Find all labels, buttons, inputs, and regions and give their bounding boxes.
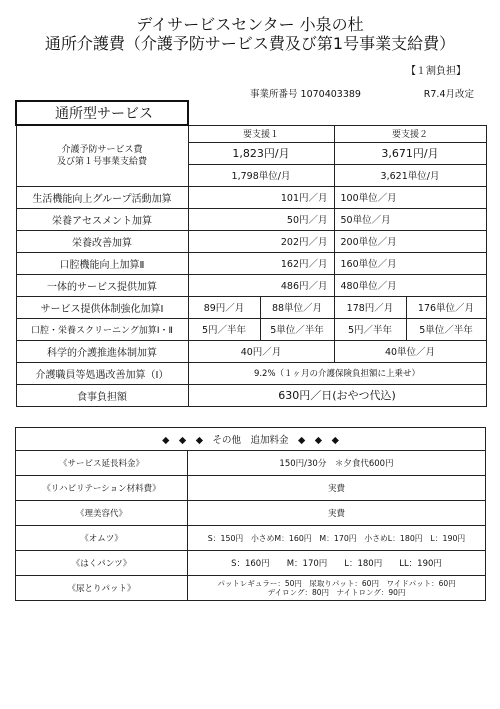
row-yen: 101円／月 [188, 186, 334, 208]
table-row [16, 476, 486, 501]
cell: 178円／月 [334, 296, 406, 318]
table-row [16, 186, 486, 208]
table-row [16, 252, 486, 274]
row-label: 一体的サービス提供加算 [16, 274, 188, 296]
table-row [16, 296, 486, 318]
row-label: サービス提供体制強化加算Ⅰ [16, 296, 188, 318]
row-label: 《オムツ》 [16, 526, 188, 551]
extra-fee-table [15, 427, 486, 601]
row-label: 《はくパンツ》 [16, 551, 188, 576]
cell: S：160円 M：170円 L：180円 LL：190円 [188, 551, 486, 576]
table-row [16, 230, 486, 252]
row-units: 200単位／月 [334, 230, 486, 252]
table-row [16, 340, 486, 362]
category-label-line1: 介護予防サービス費 及び第１号事業支給費 [56, 144, 147, 167]
col-support1: 要支援１ [188, 125, 334, 142]
pad-line1: パットレギュラー：50円 尿取りパット：60円 ワイドパット：60円 [217, 579, 456, 588]
table-row [16, 274, 486, 296]
row-label: 口腔・栄養スクリーニング加算Ⅰ・Ⅱ [16, 318, 188, 340]
row-yen: 486円／月 [188, 274, 334, 296]
row-label: 口腔機能向上加算Ⅱ [16, 252, 188, 274]
cell: 5円／半年 [188, 318, 260, 340]
facility-title: デイサービスセンター 小泉の杜 [136, 15, 364, 34]
table-row [16, 208, 486, 230]
fee2-units: 3,621単位/月 [334, 164, 486, 186]
cell: 176単位／月 [406, 296, 486, 318]
table-row [16, 384, 486, 406]
section-title: 通所型サービス [16, 101, 188, 125]
table-row [16, 501, 486, 526]
table-row [16, 362, 486, 384]
revision-label: R7.4月改定 [423, 89, 474, 100]
burden-label: 【１割負担】 [406, 66, 466, 77]
row-label: 栄養アセスメント加算 [16, 208, 188, 230]
row-label: 栄養改善加算 [16, 230, 188, 252]
row-yen: 202円／月 [188, 230, 334, 252]
pad-line2: デイロング：80円 ナイトロング：90円 [267, 588, 406, 597]
row-label: 食事負担額 [16, 384, 188, 406]
table-row [16, 318, 486, 340]
cell: 5単位／半年 [260, 318, 334, 340]
cell: 40円／月 [188, 340, 334, 362]
fee1-yen: 1,823円/月 [188, 142, 334, 164]
cell: 実費 [188, 476, 486, 501]
row-yen: 50円／月 [188, 208, 334, 230]
row-units: 100単位／月 [334, 186, 486, 208]
cell: S：150円 小さめM：160円 M：170円 小さめL：180円 L：190円 [188, 526, 486, 551]
cell: 9.2%（１ヶ月の介護保険負担額に上乗せ） [188, 362, 486, 384]
row-yen: 162円／月 [188, 252, 334, 274]
table-row [16, 526, 486, 551]
cell: 5単位／半年 [406, 318, 486, 340]
category-label [16, 125, 188, 186]
cell: 実費 [188, 501, 486, 526]
row-label: 《リハビリテーション材料費》 [16, 476, 188, 501]
row-units: 50単位／月 [334, 208, 486, 230]
row-label: 《サービス延長料金》 [16, 451, 188, 476]
row-label: 科学的介護推進体制加算 [16, 340, 188, 362]
row-units: 160単位／月 [334, 252, 486, 274]
cell: 150円/30分 ＊夕食代600円 [188, 451, 486, 476]
fee2-yen: 3,671円/月 [334, 142, 486, 164]
row-label: 介護職員等処遇改善加算（Ⅰ） [16, 362, 188, 384]
fee-table [15, 100, 487, 407]
cell [188, 576, 486, 601]
cell: 5円／半年 [334, 318, 406, 340]
cell: 89円／月 [188, 296, 260, 318]
col-support2: 要支援２ [334, 125, 486, 142]
row-units: 480単位／月 [334, 274, 486, 296]
table-row [16, 576, 486, 601]
table-row [16, 551, 486, 576]
fee-title: 通所介護費（介護予防サービス費及び第1号事業支給費） [44, 34, 456, 53]
cell: 88単位／月 [260, 296, 334, 318]
row-label: 生活機能向上グループ活動加算 [16, 186, 188, 208]
fee1-units: 1,798単位/月 [188, 164, 334, 186]
cell: 40単位／月 [334, 340, 486, 362]
office-number: 事業所番号 1070403389 [250, 89, 361, 100]
row-label: 《尿とりパット》 [16, 576, 188, 601]
table-row [16, 451, 486, 476]
extra-heading: ◆ ◆ ◆ その他 追加料金 ◆ ◆ ◆ [16, 428, 486, 451]
row-label: 《理美容代》 [16, 501, 188, 526]
cell: 630円／日(おやつ代込) [188, 384, 486, 406]
